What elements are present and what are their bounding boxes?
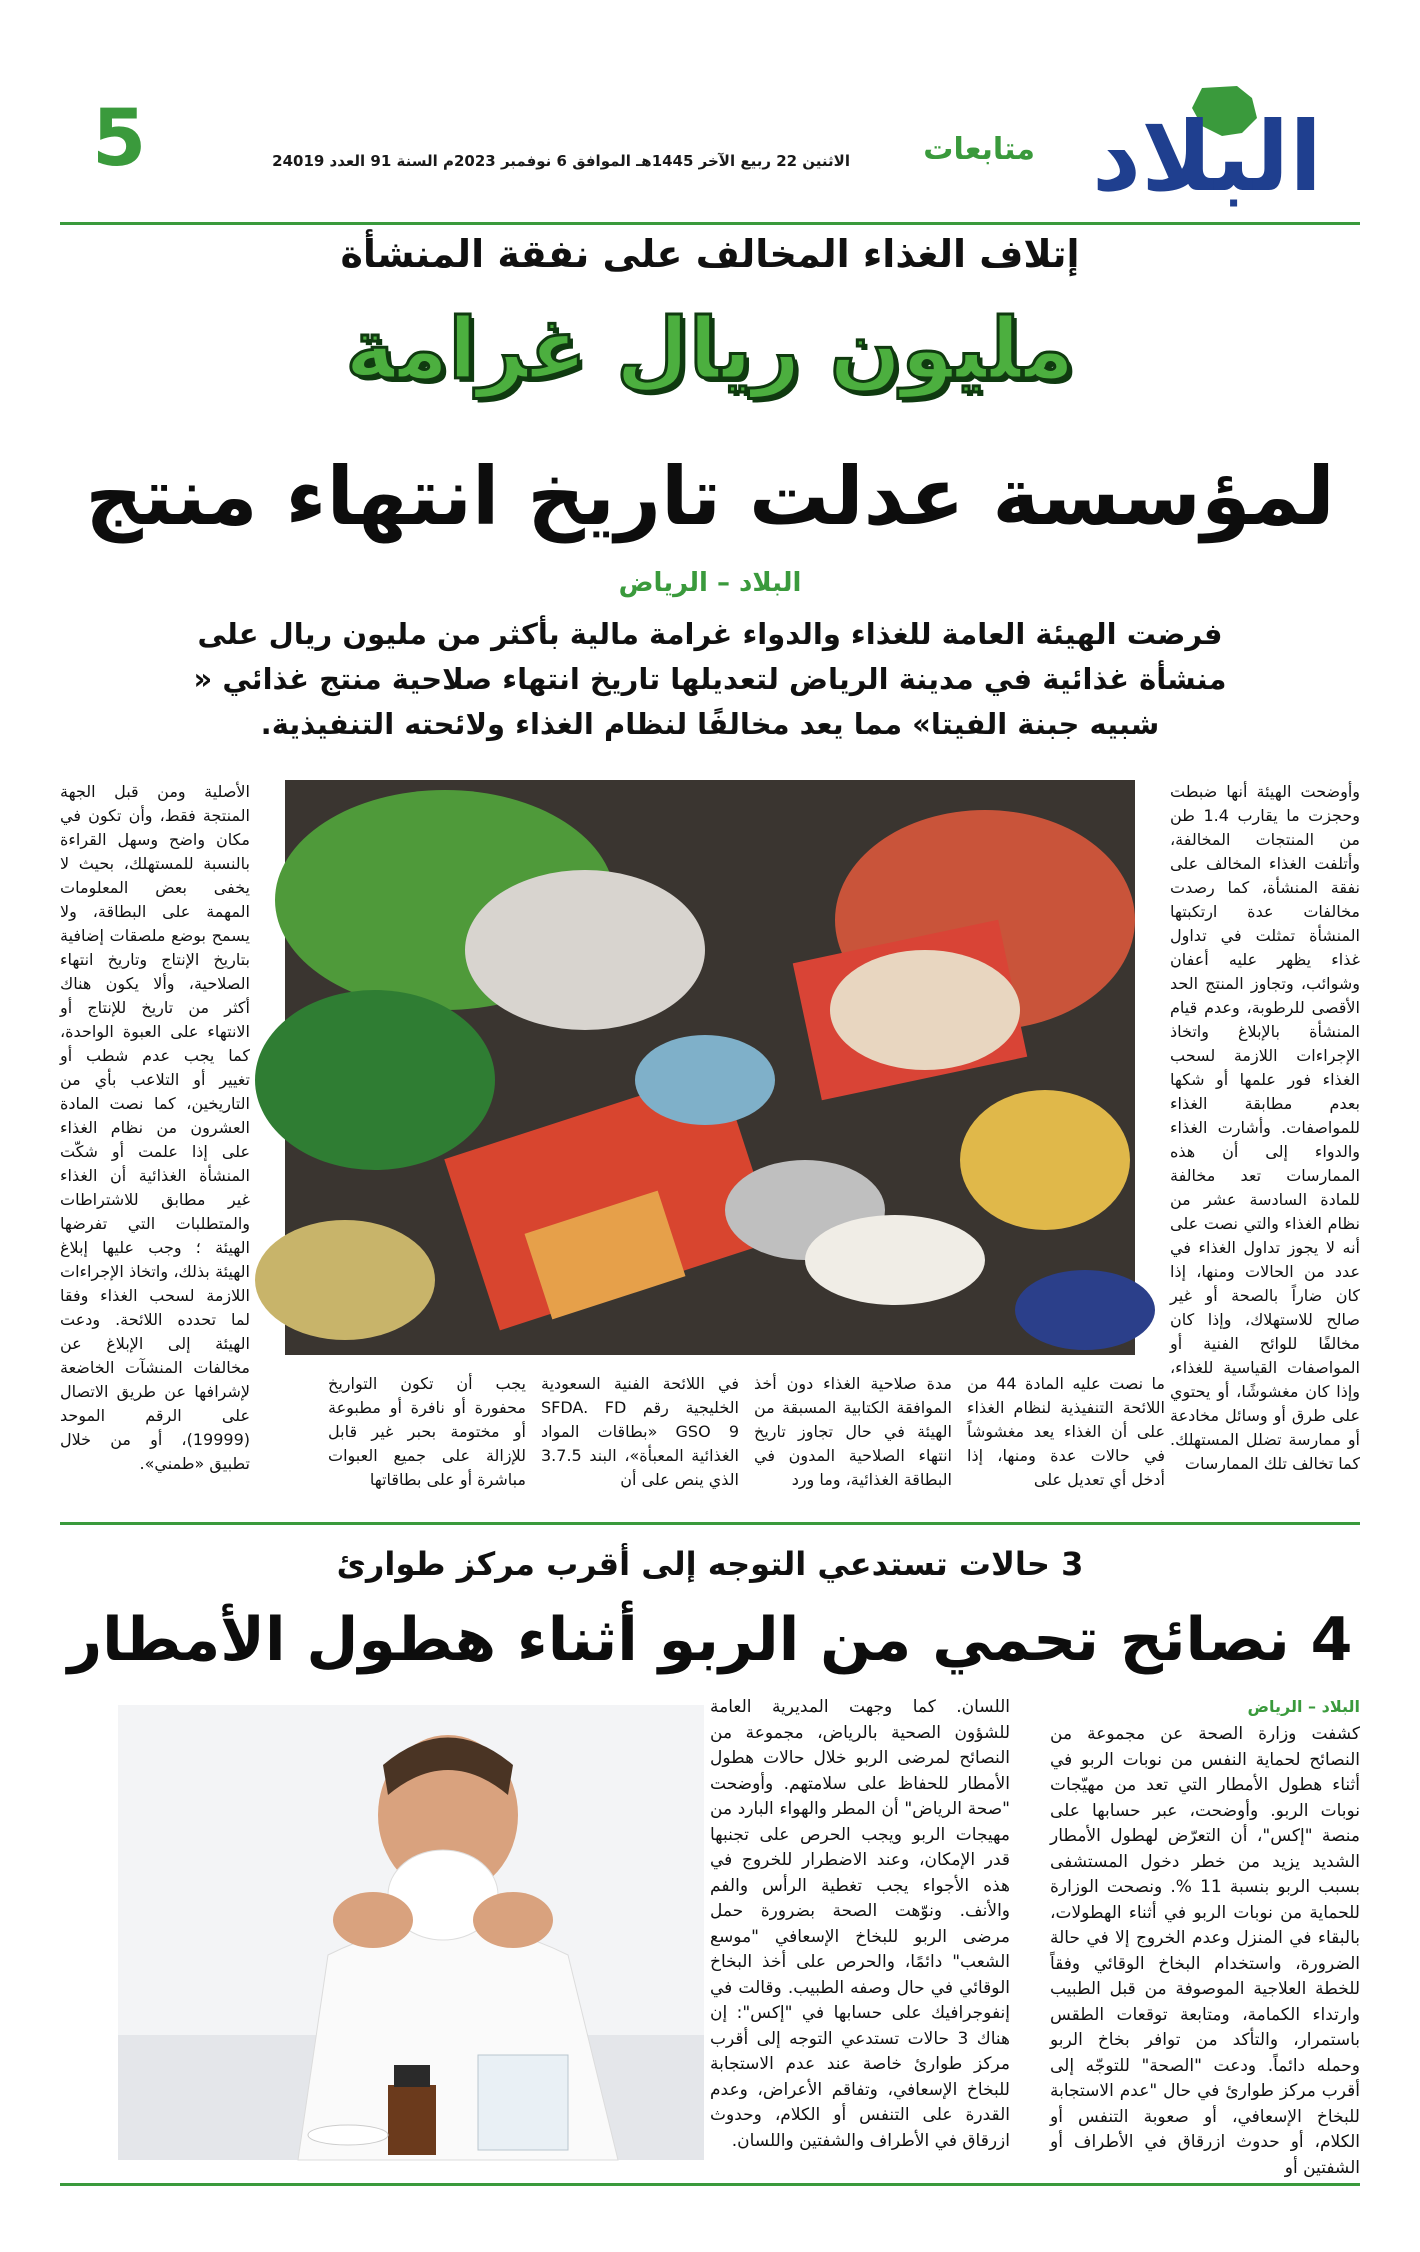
story1-column-right: وأوضحت الهيئة أنها ضبطت وحجزت ما يقارب 1.4 طن من المنتجات المخالفة، وأتلفت الغذاء المخالف على نفقة المنشأة، كما رصدت مخالفات عدة ارتكبتها المنشأة تمثلت في تداول غذاء يظهر عليه أعفان وشوائب، وتجاوز المنتج الحد الأقصى للرطوبة، وعدم قيام المنشأة بالإبلاغ واتخاذ الإجراءات اللازمة لسحب الغذاء فور علمها أو شكها بعدم مطابقة الغذاء للمواصفات. وأشارت الغذاء والدواء إلى أن هذه الممارسات تعد مخالفة للمادة السادسة عشر من نظام الغذاء والتي نصت على أنه لا يجوز تداول الغذاء في عدد من الحالات ومنها، إذا كان ضاراً بالصحة أو غير صالح للاستهلاك، وإذا كان مخالفًا للوائح الفنية أو المواصفات القياسية للغذاء، وإذا كان مغشوشًا، أو يحتوي على طرق أو وسائل مخادعة أو ممارسة تضلل المستهلك. كما تخالف تلك الممارسات bbox=[1170, 782, 1361, 1473]
section-label: متابعات bbox=[923, 132, 1035, 167]
story1-lead: فرضت الهيئة العامة للغذاء والدواء غرامة مالية بأكثر من مليون ريال على منشأة غذائية في مدينة الرياض لتعديلها تاريخ انتهاء صلاحية منتج غذائي « شبيه جبنة الفيتا» مما يعد مخالفًا لنظام الغذاء ولائحته التنفيذية. bbox=[193, 617, 1227, 741]
story2-photo-man-sneezing bbox=[118, 1705, 704, 2160]
story2-byline: البلاد – الرياض bbox=[1247, 1697, 1360, 1716]
masthead-logo bbox=[1052, 78, 1362, 213]
story2-column-middle: اللسان. كما وجهت المديرية العامة للشؤون الصحية بالرياض، مجموعة من النصائح لمرضى الربو خلال حالات هطول الأمطار للحفاظ على سلامتهم. وأوضحت "صحة الرياض" أن المطر والهواء البارد من مهيجات الربو ويجب الحرص على تجنبها قدر الإمكان، وعند الاضطرار للخروج في هذه الأجواء يجب تغطية الرأس والفم والأنف. ونوّهت الصحة بضرورة حمل مرضى الربو للبخاخ الإسعافي "موسع الشعب" دائمًا، والحرص على أخذ البخاخ الوقائي في حال وصفه الطبيب. وقالت في إنفوجرافيك على حسابها في "إكس": إن هناك 3 حالات تستدعي التوجه إلى أقرب مركز طوارئ خاصة عند عدم الاستجابة للبخاخ الإسعافي، وتفاقم الأعراض، وعدم القدرة على التنفس أو الكلام، وحدوث ازرقاق في الأطراف والشفتين واللسان. bbox=[710, 1697, 1010, 2151]
story1-bottom-column-1: ما نصت عليه المادة 44 من اللائحة التنفيذية لنظام الغذاء على أن الغذاء يعد مغشوشاً في حالات عدة ومنها، إذا أدخل أي تعديل على bbox=[967, 1374, 1166, 1489]
story2-kicker: 3 حالات تستدعي التوجه إلى أقرب مركز طوارئ bbox=[336, 1545, 1084, 1583]
header-rule bbox=[60, 222, 1360, 225]
story1-subhead: لمؤسسة عدلت تاريخ انتهاء منتج bbox=[85, 450, 1335, 543]
story1-headline: مليون ريال غرامة bbox=[345, 300, 1075, 398]
story1-photo-seized-food bbox=[285, 780, 1135, 1355]
story1-column-left: الأصلية ومن قبل الجهة المنتجة فقط، وأن تكون في مكان واضح وسهل القراءة بالنسبة للمستهلك، بحيث لا يخفى بعض المعلومات المهمة على البطاقة، ولا يسمح بوضع ملصقات إضافية بتاريخ الإنتاج وتاريخ انتهاء الصلاحية، وألا يكون هناك أكثر من تاريخ للإنتاج أو الانتهاء على العبوة الواحدة، كما يجب عدم شطب أو تغيير أو التلاعب بأي من التاريخين، كما نصت المادة العشرون من نظام الغذاء على إذا علمت أو شكّت المنشأة الغذائية أن الغذاء غير مطابق للاشتراطات والمتطلبات التي تفرضها الهيئة ؛ وجب عليها إبلاغ الهيئة بذلك، واتخاذ الإجراءات اللازمة لسحب الغذاء وفقا لما تحدده اللائحة. ودعت الهيئة إلى الإبلاغ عن مخالفات المنشآت الخاضعة لإشرافها عن طريق الاتصال على الرقم الموحد (19999)، أو من خلال تطبيق «طمني». bbox=[60, 782, 250, 1473]
section-divider bbox=[60, 1522, 1360, 1525]
footer-rule bbox=[60, 2183, 1360, 2186]
page-number: 5 bbox=[92, 94, 147, 184]
story1-bottom-column-3: في اللائحة الفنية السعودية الخليجية رقم SFDA. FD GSO 9 «بطاقات المواد الغذائية المعبأة»، البند 3.7.5 الذي ينص على أن bbox=[541, 1374, 740, 1489]
story1-byline: البلاد – الرياض bbox=[618, 568, 802, 598]
story1-kicker: إتلاف الغذاء المخالف على نفقة المنشأة bbox=[340, 232, 1080, 276]
story1-bottom-column-4: يجب أن تكون التواريخ محفورة أو نافرة أو مطبوعة أو مختومة بحبر غير قابل للإزالة على جميع العبوات مباشرة أو على بطاقاتها bbox=[328, 1374, 526, 1489]
story1-bottom-column-2: مدة صلاحية الغذاء دون أخذ الموافقة الكتابية المسبقة من الهيئة في حال تجاوز تاريخ انتهاء الصلاحية المدون في البطاقة الغذائية، وما ورد bbox=[754, 1374, 952, 1489]
story2-headline: 4 نصائح تحمي من الربو أثناء هطول الأمطار bbox=[67, 1605, 1353, 1675]
story2-column-right: كشفت وزارة الصحة عن مجموعة من النصائح لحماية النفس من نوبات الربو في أثناء هطول الأمطار التي تعد من مهيّجات نوبات الربو. وأوضحت، عبر حسابها على منصة "إكس"، أن التعرّض لهطول الأمطار الشديد يزيد من خطر دخول المستشفى بسبب الربو بنسبة 11 %. ونصحت الوزارة للحماية من نوبات الربو في أثناء الهطولات، بالبقاء في المنزل وعدم الخروج إلا في حالة الضرورة، واستخدام البخاخ الوقائي وفقاً للخطة العلاجية الموصوفة من قبل الطبيب وارتداء الكمامة، ومتابعة توقعات الطقس باستمرار، والتأكد من توافر بخاخ الربو وحمله دائماً. ودعت "الصحة" للتوجّه إلى أقرب مركز طوارئ في حال "عدم الاستجابة للبخاخ الإسعافي، أو صعوبة التنفس أو الكلام، أو حدوث ازرقاق في الأطراف أو الشفتين أو bbox=[1050, 1724, 1360, 2178]
logo-text: البلاد bbox=[1091, 101, 1323, 213]
dateline: الاثنين 22 ربيع الآخر 1445هـ الموافق 6 نوفمبر 2023م السنة 91 العدد 24019 bbox=[272, 152, 850, 170]
